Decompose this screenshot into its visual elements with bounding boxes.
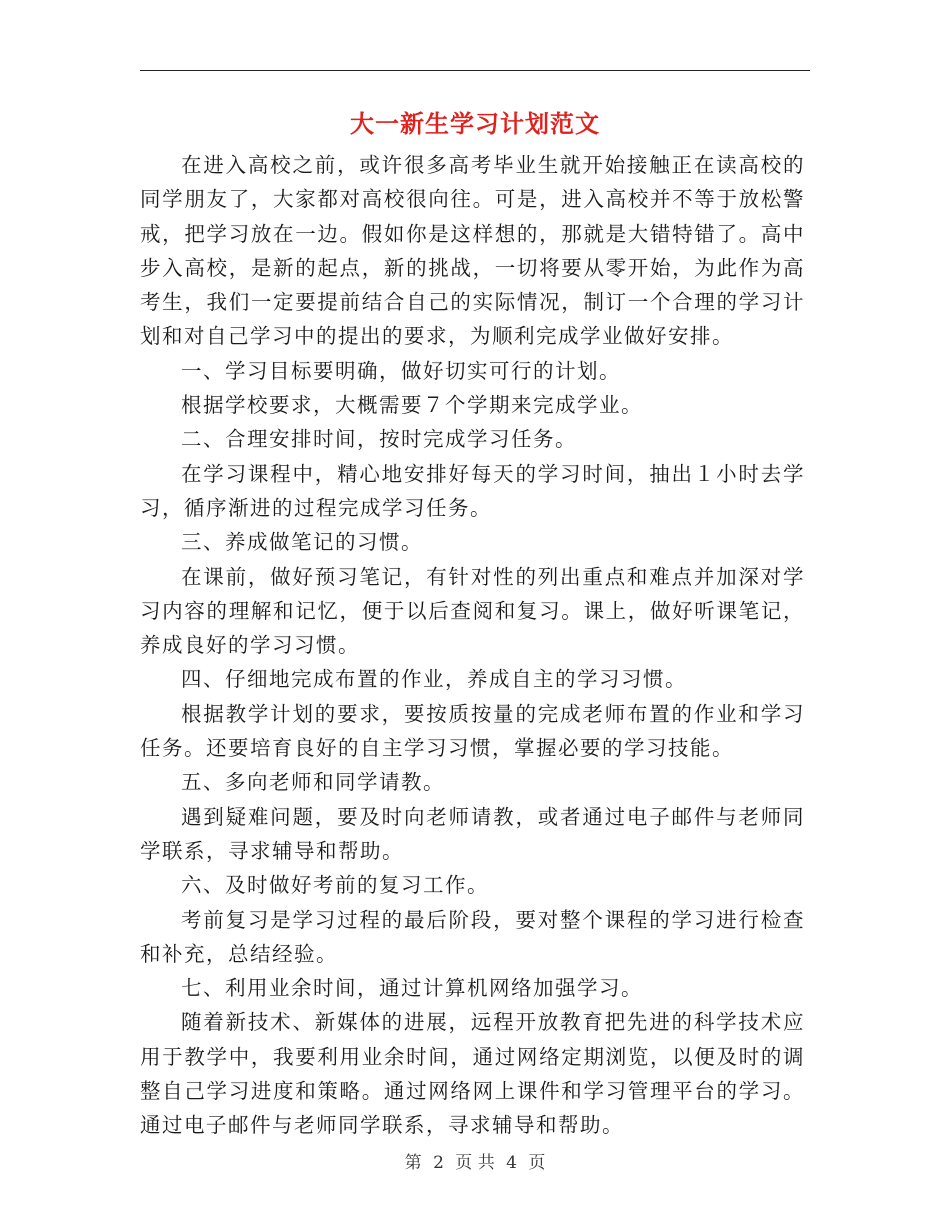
paragraph-2: 在学习课程中，精心地安排好每天的学习时间，抽出１小时去学习，循序渐进的过程完成学习任务。	[140, 461, 805, 520]
footer-suffix: 页	[528, 1153, 546, 1173]
heading-4: 四、仔细地完成布置的作业，养成自主的学习习惯。	[181, 667, 687, 692]
paragraph-4: 根据教学计划的要求，要按质按量的完成老师布置的作业和学习任务。还要培育良好的自主学习习惯，掌握必要的学习技能。	[140, 701, 805, 761]
heading-1: 一、学习目标要明确，做好切实可行的计划。	[181, 358, 621, 383]
paragraph-3: 在课前，做好预习笔记，有针对性的列出重点和难点并加深对学习内容的理解和记忆，便于以后查阅和复习。课上，做好听课笔记，养成良好的学习习惯。	[140, 564, 805, 658]
paragraph-intro: 在进入高校之前，或许很多高考毕业生就开始接触正在读高校的同学朋友了，大家都对高校很向往。可是，进入高校并不等于放松警戒，把学习放在一边。假如你是这样想的，那就是大错特错了。高中步入高校，是新的起点，新的挑战，一切将要从零开始，为此作为高考生，我们一定要提前结合自己的实际情况，制订一个合理的学习计划和对自己学习中的提出的要求，为顺利完成学业做好安排。	[140, 153, 805, 349]
paragraph-6: 考前复习是学习过程的最后阶段，要对整个课程的学习进行检查和补充，总结经验。	[140, 907, 805, 966]
heading-5: 五、多向老师和同学请教。	[181, 770, 445, 795]
heading-7: 七、利用业余时间，通过计算机网络加强学习。	[181, 976, 643, 1001]
paragraph-5: 遇到疑难问题，要及时向老师请教，或者通过电子邮件与老师同学联系，寻求辅导和帮助。	[140, 804, 805, 863]
footer-total-pages: 4	[506, 1153, 517, 1173]
document-title: 大一新生学习计划范文	[350, 109, 600, 138]
page-footer	[0, 1148, 950, 1173]
document-body	[140, 148, 805, 1143]
header-rule	[140, 70, 810, 71]
paragraph-7: 随着新技术、新媒体的进展，远程开放教育把先进的科学技术应用于教学中，我要利用业余时间，通过网络定期浏览，以便及时的调整自己学习进度和策略。通过网络网上课件和学习管理平台的学习。通过电子邮件与老师同学联系，寻求辅导和帮助。	[140, 1010, 805, 1138]
footer-middle: 页 共	[455, 1153, 495, 1173]
footer-page-number: 2	[433, 1153, 444, 1173]
heading-3: 三、养成做笔记的习惯。	[181, 530, 423, 555]
heading-6: 六、及时做好考前的复习工作。	[181, 873, 489, 898]
heading-2: 二、合理安排时间，按时完成学习任务。	[181, 427, 577, 452]
paragraph-1: 根据学校要求，大概需要７个学期来完成学业。	[181, 393, 643, 418]
footer-prefix: 第	[404, 1153, 422, 1173]
